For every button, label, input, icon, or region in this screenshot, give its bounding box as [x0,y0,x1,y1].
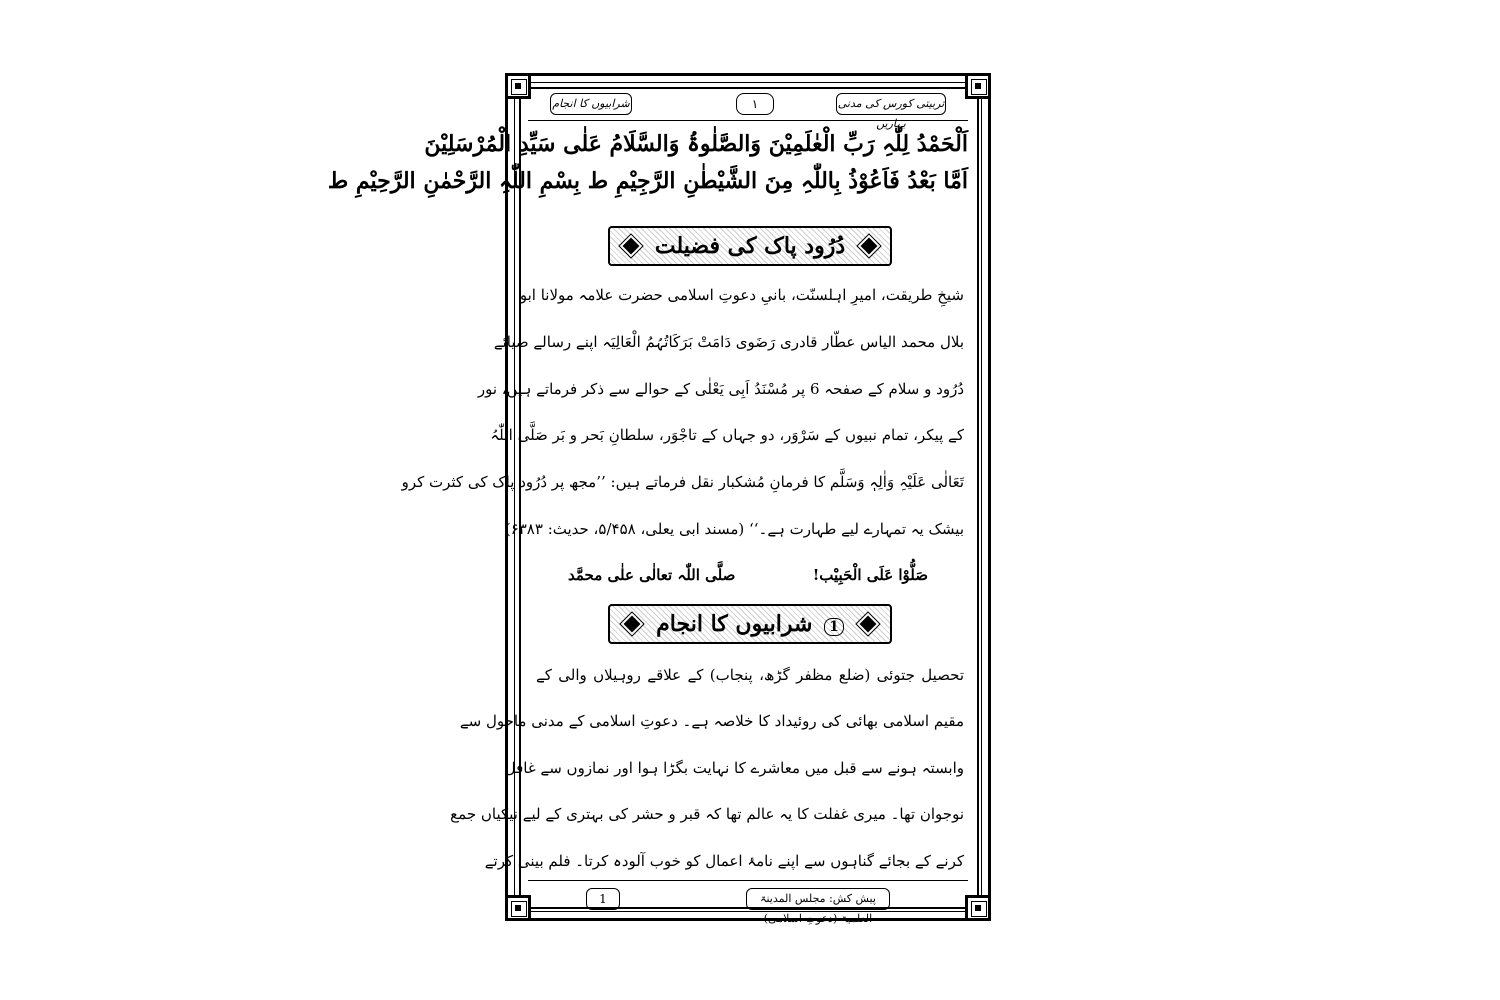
diamond-icon [858,235,881,258]
footer-divider [528,880,968,881]
corner-ornament-icon [965,73,991,99]
paragraph-line: بیشک یہ تمہارے لیے طہارت ہے۔‘‘ (مسند ابی یعلی، ۵/۴۵۸، حدیث: ۶۳۸۳) [504,520,964,538]
header-chapter-title: شرابیوں کا انجام [550,93,632,115]
salutation-line [568,566,928,584]
section-title-text: شرابیوں کا انجام [656,611,813,637]
paragraph-line: نوجوان تھا۔ میری غفلت کا یہ عالم تھا کہ قبر و حشر کی بہتری کے لیے نیکیاں جمع [450,805,964,823]
header-book-title: تربیتی کورس کی مدنی بہاریں [836,93,946,115]
salutation-left: صلَّی اللّٰہ تعالٰی علٰی محمَّد [568,566,736,584]
paragraph-line: بلال محمد الیاس عطّار قادری رَضَوی دَامَتْ بَرَکَاتُہُمُ الْعَالِیَہ اپنے رسالے ضیائے [493,333,964,351]
page-border-inner [327,87,979,909]
paragraph-line: تحصیل جتوئی (ضلع مظفر گڑھ، پنجاب) کے علاقے روہیلاں والی کے [536,666,964,684]
invocation-line-1: اَلْحَمْدُ لِلّٰہِ رَبِّ الْعٰلَمِیْنَ وَالصَّلٰوۃُ وَالسَّلَامُ عَلٰی سَیِّدِ الْمُرْسَلِیْنَ [424,131,968,157]
header-page-number: ١ [736,93,774,115]
section-heading-sharabiyon [608,604,892,644]
salutation-right: صَلُّوْا عَلَی الْحَبِیْب! [812,566,928,584]
header-divider [528,120,968,121]
diamond-icon [620,235,643,258]
footer-publisher: پیش کش: مجلس المدینۃ العلمیۃ (دعوتِ اسلامی) [746,888,890,910]
book-page [327,73,995,925]
section-number: 1 [824,618,844,636]
corner-ornament-icon [505,895,531,921]
paragraph-line: وابستہ ہونے سے قبل میں معاشرے کا نہایت بگڑا ہوا اور نمازوں سے غافل [504,759,964,777]
page-border [327,73,991,925]
corner-ornament-icon [505,73,531,99]
diamond-icon [857,613,880,636]
invocation-line-2: اَمَّا بَعْدُ فَاَعُوْذُ بِاللّٰہِ مِنَ الشَّیْطٰنِ الرَّجِیْمِ ط بِسْمِ اللّٰہِ الرَّحْمٰنِ الرَّحِیْمِ ط [327,168,968,194]
diamond-icon [621,613,644,636]
paragraph-line: تَعَالٰی عَلَیْہِ وَاٰلِہٖ وَسَلَّم کا فرمانِ مُشکبار نقل فرماتے ہیں: ’’مجھ پر دُرُود پاک کی کثرت کرو [401,473,964,491]
corner-ornament-icon [965,895,991,921]
paragraph-line: مقیم اسلامی بھائی کی روئیداد کا خلاصہ ہے۔ دعوتِ اسلامی کے مدنی ماحول سے [459,712,964,730]
section-heading-durood [608,226,892,266]
paragraph-line: کرنے کے بجائے گناہوں سے اپنے نامۂ اعمال کو خوب آلودہ کرتا۔ فلم بینی کرتے [484,852,964,870]
paragraph-line: کے پیکر، تمام نبیوں کے سَرْوَر، دو جہاں کے تاجْوَر، سلطانِ بَحر و بَر صَلَّی اللّٰہُ [490,426,964,444]
section-title: دُرُود پاک کی فضیلت [654,233,846,259]
paragraph-line: دُرُود و سلام کے صفحہ 6 پر مُسْنَدُ اَبِی یَعْلٰی کے حوالے سے ذکر فرماتے ہیں، نور [477,380,964,398]
paragraph-line: شیخِ طریقت، امیرِ اہلسنّت، بانیِ دعوتِ اسلامی حضرت علامہ مولانا ابو [519,286,964,304]
section-title [650,611,850,637]
footer-page-number: 1 [586,888,620,910]
